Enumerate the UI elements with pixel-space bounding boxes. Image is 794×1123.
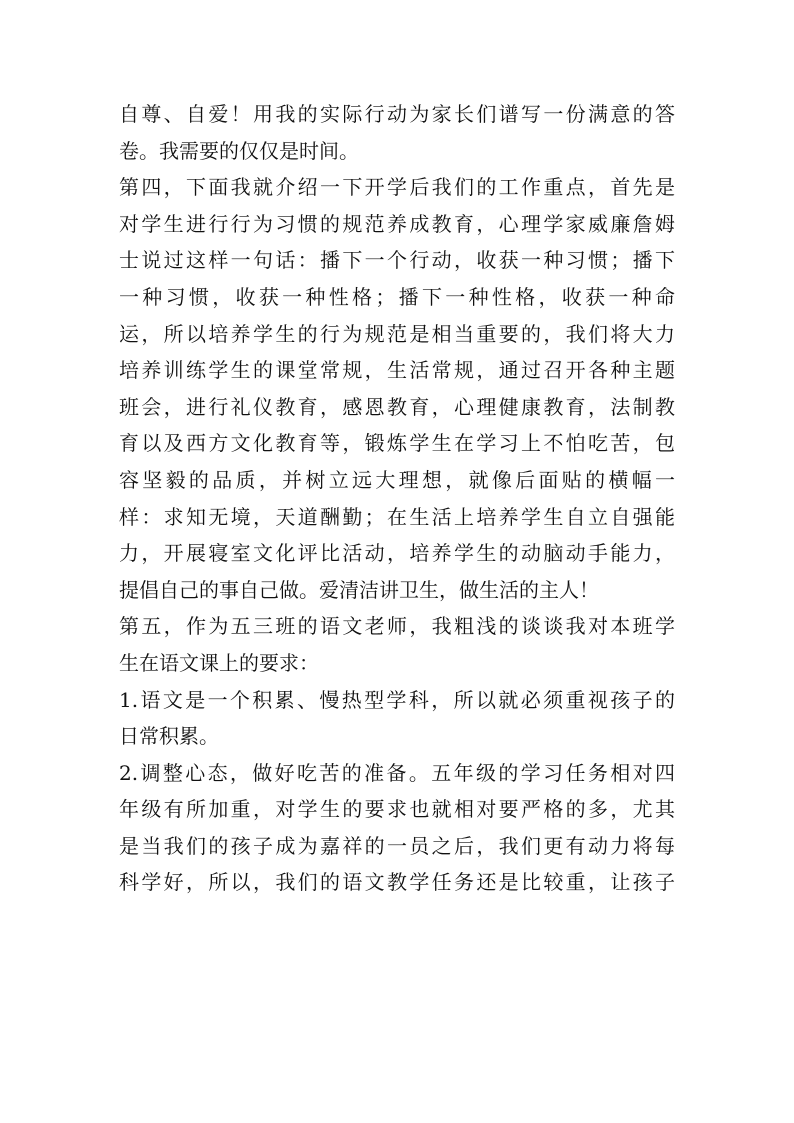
- text-line: 力，开展寝室文化评比活动，培养学生的动脑动手能力，: [119, 541, 675, 566]
- text-line: 2.调整心态，做好吃苦的准备。五年级的学习任务相对四: [119, 760, 675, 785]
- text-line: 自尊、自爱！用我的实际行动为家长们谱写一份满意的答: [119, 102, 675, 126]
- text-line: 科学好，所以，我们的语文教学任务还是比较重，让孩子: [119, 870, 675, 895]
- text-line: 1.语文是一个积累、慢热型学科，所以就必须重视孩子的: [119, 687, 675, 712]
- text-line: 班会，进行礼仪教育，感恩教育，心理健康教育，法制教: [119, 394, 675, 419]
- text-line: 运，所以培养学生的行为规范是相当重要的，我们将大力: [119, 321, 675, 346]
- text-line: 是当我们的孩子成为嘉祥的一员之后，我们更有动力将每: [119, 833, 675, 858]
- text-line: 第五，作为五三班的语文老师，我粗浅的谈谈我对本班学: [119, 614, 675, 639]
- body-text: [119, 96, 675, 901]
- text-line: 卷。我需要的仅仅是时间。: [119, 138, 359, 163]
- text-line: 第四，下面我就介绍一下开学后我们的工作重点，首先是: [119, 175, 675, 200]
- text-line: 士说过这样一句话：播下一个行动，收获一种习惯；播下: [119, 248, 675, 273]
- text-line: 生在语文课上的要求：: [119, 650, 319, 675]
- text-line: 样：求知无境，天道酬勤；在生活上培养学生自立自强能: [119, 504, 675, 529]
- text-line: 年级有所加重，对学生的要求也就相对要严格的多，尤其: [119, 797, 675, 822]
- text-line: 对学生进行行为习惯的规范养成教育，心理学家威廉詹姆: [119, 211, 675, 236]
- text-line: 育以及西方文化教育等，锻炼学生在学习上不怕吃苦，包: [119, 431, 675, 456]
- text-line: 一种习惯，收获一种性格；播下一种性格，收获一种命: [119, 284, 675, 309]
- text-line: 容坚毅的品质，并树立远大理想，就像后面贴的横幅一: [119, 467, 675, 492]
- text-line: 培养训练学生的课堂常规，生活常规，通过召开各种主题: [119, 358, 675, 383]
- text-line: 日常积累。: [119, 724, 219, 749]
- text-line: 提倡自己的事自己做。爱清洁讲卫生，做生活的主人！: [119, 577, 599, 602]
